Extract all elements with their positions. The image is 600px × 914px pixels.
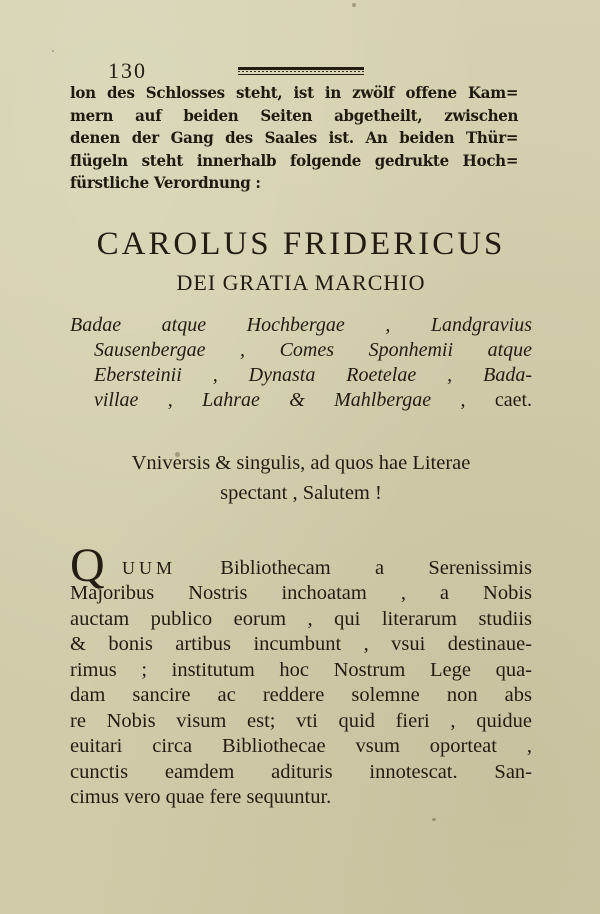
titles-line: Ebersteinii , Dynasta Roetelae , Bada- bbox=[94, 363, 532, 386]
body-line: euitari circa Bibliothecae vsum oporteat , bbox=[70, 735, 532, 757]
page-content bbox=[70, 58, 532, 811]
paper-speck bbox=[52, 50, 54, 52]
body-line: cunctis eamdem adituris innotescat. San- bbox=[70, 760, 532, 783]
paper-speck bbox=[352, 3, 356, 7]
drop-cap: Q bbox=[70, 538, 105, 592]
titles-line: Sausenbergae , Comes Sponhemii atque bbox=[94, 338, 532, 361]
body-line: rimus ; institutum hoc Nostrum Lege qua- bbox=[70, 658, 532, 681]
body-line: Majoribus Nostris inchoatam , a Nobis bbox=[70, 582, 532, 604]
body-line: re Nobis visum est; vti quid fieri , quidue bbox=[70, 709, 532, 732]
fraktur-line: lon des Schlosses steht, ist in zwölf offene Kam= bbox=[70, 83, 519, 102]
fraktur-line: fürstliche Verordnung : bbox=[70, 173, 261, 192]
salutation-line: Vniversis & singulis, ad quos hae Literae bbox=[131, 451, 471, 474]
decree-ruler-name: CAROLUS FRIDERICUS bbox=[96, 225, 506, 262]
titles-etc: caet. bbox=[494, 388, 532, 411]
salutation-line: spectant , Salutem ! bbox=[220, 481, 382, 504]
body-line: cimus vero quae fere sequuntur. bbox=[70, 786, 332, 808]
paper-speck bbox=[432, 818, 436, 821]
titles-line-text: villae , Lahrae & Mahlbergae , bbox=[94, 388, 495, 411]
titles-line: Badae atque Hochbergae , Landgravius bbox=[70, 313, 532, 336]
body-line: auctam publico eorum , qui literarum studiis bbox=[70, 607, 532, 630]
page-number: 130 bbox=[108, 58, 147, 83]
fraktur-line: denen der Gang des Saales ist. An beiden Thür= bbox=[70, 128, 519, 147]
titles-line-last bbox=[70, 388, 532, 413]
body-line: & bonis artibus incumbunt , vsui destinaue- bbox=[70, 633, 532, 655]
first-line-text: Bibliothecam a Serenissimis bbox=[220, 556, 532, 579]
first-word-small-caps: UUM bbox=[122, 557, 177, 578]
body-first-line bbox=[70, 538, 532, 592]
salutation bbox=[70, 448, 532, 508]
body-line: dam sancire ac reddere solemne non abs bbox=[70, 684, 532, 706]
fraktur-paragraph bbox=[70, 82, 518, 195]
fraktur-line: mern auf beiden Seiten abgetheilt, zwischen bbox=[70, 105, 519, 125]
header-ornamental-rule bbox=[238, 67, 364, 75]
decree-ruler-subtitle: DEI GRATIA MARCHIO bbox=[176, 269, 426, 295]
ruler-titles bbox=[70, 313, 532, 413]
fraktur-line: flügeln steht innerhalb folgende gedrukte Hoch= bbox=[70, 150, 519, 170]
decree-body bbox=[70, 538, 532, 811]
running-header bbox=[70, 58, 532, 83]
